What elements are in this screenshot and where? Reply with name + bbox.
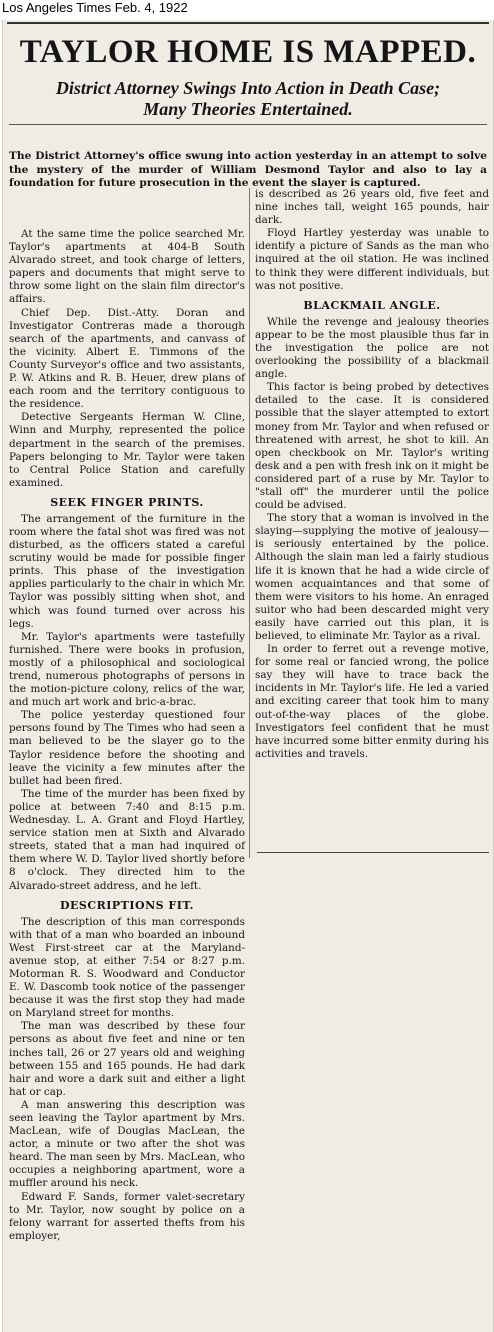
- paragraph: The description of this man corresponds with that of a man who boarded an inbound West First-street car at the Maryland-avenue stop, at either 7:54 or 8:27 p.m. Motorman R. S. Woodward and Conductor E. W. Dascomb took notice of the passenger because it was the first stop they had made on Maryland street for months.: [9, 915, 245, 1020]
- headline: TAYLOR HOME IS MAPPED.: [19, 34, 477, 70]
- subhead-descriptions: DESCRIPTIONS FIT.: [60, 898, 194, 912]
- deck-line-1: District Attorney Swings Into Action in Death Case;: [55, 78, 441, 98]
- deck-divider: [9, 124, 487, 125]
- column-2: [255, 188, 489, 761]
- paragraph: Mr. Taylor's apartments were tastefully furnished. There were books in profusion, mostly of a philosophical and sociological trend, numerous photographs of persons in the motion-picture colony, relics of the war, and much art work and bric-a-brac.: [9, 630, 245, 709]
- lead-paragraph: The District Attorney's office swung into action yesterday in an attempt to solve the mystery of the murder of William Desmond Taylor and also to lay a foundation for future prosecution in the event the slayer is captured.: [9, 150, 487, 190]
- paragraph: At the same time the police searched Mr. Taylor's apartments at 404-B South Alvarado street, and took charge of letters, papers and documents that might serve to throw some light on the slain film director's affairs.: [9, 228, 245, 306]
- column-1: [9, 228, 245, 1243]
- paragraph: In order to ferret out a revenge motive, for some real or fancied wrong, the police say they will have to trace back the incidents in Mr. Taylor's life. He led a varied and exciting career that took him to many out-of-the-way places of the globe. Investigators feel confident that he must have incurred some bitter enmity during his activities and travels.: [255, 643, 489, 760]
- paragraph: A man answering this description was seen leaving the Taylor apartment by Mrs. MacLean, wife of Douglas MacLean, the actor, a minute or two after the shot was heard. The man seen by Mrs. MacLean, who occupies a neighboring apartment, wore a muffler around his neck.: [9, 1098, 245, 1190]
- newspaper-clipping: [2, 20, 494, 1332]
- deck: [3, 78, 493, 120]
- paragraph: is described as 26 years old, five feet and nine inches tall, weight 165 pounds, hair dark.: [255, 188, 489, 227]
- column-divider: [249, 188, 250, 858]
- deck-line-2: Many Theories Entertained.: [143, 99, 353, 119]
- paragraph: Detective Sergeants Herman W. Cline, Winn and Murphy, represented the police department in the search of the premises. Papers belonging to Mr. Taylor were taken to Central Police Station and carefully examined.: [9, 411, 245, 489]
- top-rule: [7, 22, 489, 24]
- paragraph: The police yesterday questioned four persons found by The Times who had seen a man believed to be the slayer go to the Taylor residence before the shooting and leave the vicinity a few minutes after the bullet had been fired.: [9, 709, 245, 787]
- clipping-caption: Los Angeles Times Feb. 4, 1922: [2, 0, 188, 15]
- paragraph: While the revenge and jealousy theories appear to be the most plausible thus far in the investigation the police are not overlooking the possibility of a blackmail angle.: [255, 315, 489, 381]
- paragraph: The man was described by these four persons as about five feet and nine or ten inches tall, 26 or 27 years old and weighing between 155 and 165 pounds. He had dark hair and wore a dark suit and either a light hat or cap.: [9, 1020, 245, 1098]
- paragraph: Floyd Hartley yesterday was unable to identify a picture of Sands as the man who inquired at the oil station. He was inclined to think they were different individuals, but was not positive.: [255, 227, 489, 292]
- paragraph: The time of the murder has been fixed by police at between 7:40 and 8:15 p.m. Wednesday. L. A. Grant and Floyd Hartley, service station men at Sixth and Alvarado streets, stated that a man had inquired of them where W. D. Taylor lived shortly before 8 o'clock. They directed him to the Alvarado-street address, and he left.: [9, 787, 245, 892]
- column-2-end-rule: [257, 852, 489, 853]
- paragraph: The arrangement of the furniture in the room where the fatal shot was fired was not disturbed, as the officers stated a careful scrutiny would be made for possible finger prints. This phase of the investigation applies particularly to the chair in which Mr. Taylor was possibly sitting when shot, and which was found turned over across his legs.: [9, 512, 245, 630]
- paragraph: Edward F. Sands, former valet-secretary to Mr. Taylor, now sought by police on a felony warrant for asserted thefts from his employer,: [9, 1190, 245, 1242]
- subhead-blackmail: BLACKMAIL ANGLE.: [303, 298, 441, 312]
- paragraph: The story that a woman is involved in the slaying—supplying the motive of jealousy—is seriously entertained by the police. Although the slain man led a fairly studious life it is known that he had a wide circle of women acquaintances and that some of them were visitors to his home. An enraged suitor who had been descarded might very easily have carried out this plan, it is believed, to eliminate Mr. Taylor as a rival.: [255, 512, 489, 642]
- subhead-finger-prints: SEEK FINGER PRINTS.: [50, 495, 204, 509]
- paragraph: Chief Dep. Dist.-Atty. Doran and Investigator Contreras made a thorough search of the apartments, and canvass of the vicinity. Albert E. Timmons of the County Surveyor's office and two assistants, P. W. Atkins and R. B. Heuer, drew plans of each room and the territory contiguous to the residence.: [9, 306, 245, 411]
- paragraph: This factor is being probed by detectives detailed to the case. It is considered possible that the slayer attempted to extort money from Mr. Taylor and when refused or threatened with arrest, he shot to kill. An open checkbook on Mr. Taylor's writing desk and a pen with fresh ink on it might be considered part of a ruse by Mr. Taylor to "stall off" the murderer until the police could be advised.: [255, 381, 489, 512]
